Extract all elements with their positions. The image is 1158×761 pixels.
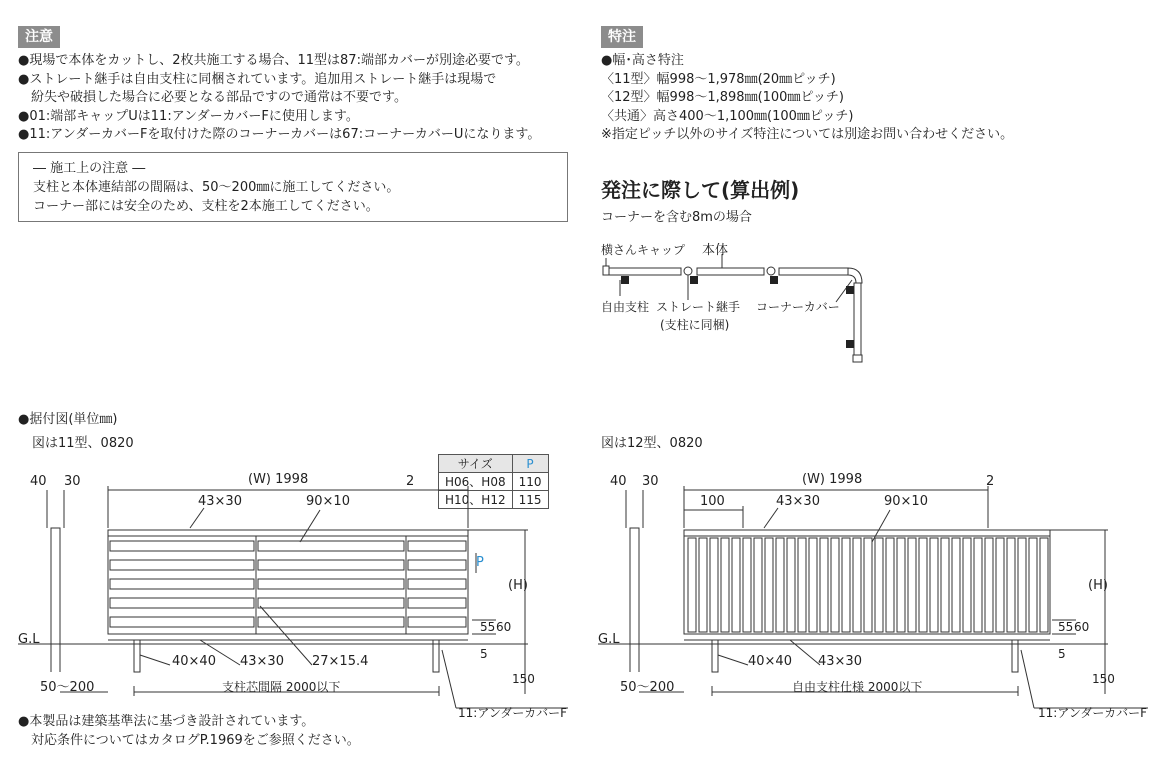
label-body: 本体 bbox=[702, 243, 729, 258]
special-line: ●幅･高さ特注 bbox=[601, 53, 684, 68]
dim-gap: 50～200 bbox=[40, 680, 95, 695]
p-table-cell: H10、H12 bbox=[439, 491, 513, 509]
vertical-slat bbox=[699, 538, 707, 632]
footer-line: ●本製品は建築基準法に基づき設計されています。 bbox=[18, 714, 315, 729]
vertical-slat bbox=[798, 538, 806, 632]
dim-5-right: 5 bbox=[1058, 647, 1066, 661]
dim-under-left: 11:アンダーカバーF bbox=[458, 706, 568, 720]
footer-notes bbox=[18, 713, 360, 750]
dim-30: 30 bbox=[64, 474, 81, 489]
dim-gap-right: 50～200 bbox=[620, 680, 675, 695]
vertical-slat bbox=[864, 538, 872, 632]
note-line: ●ストレート継手は自由支柱に同梱されています。追加用ストレート継手は現場で bbox=[18, 71, 497, 87]
vertical-slat bbox=[765, 538, 773, 632]
dim-60-right: 60 bbox=[1074, 620, 1090, 634]
vertical-slat bbox=[1018, 538, 1026, 632]
vertical-slat bbox=[985, 538, 993, 632]
vertical-slat bbox=[820, 538, 828, 632]
dim-40-right: 40 bbox=[610, 474, 627, 489]
dim-rail-bottom: 43×30 bbox=[240, 654, 284, 669]
vertical-slat bbox=[919, 538, 927, 632]
dim-sub: 27×15.4 bbox=[312, 654, 369, 669]
order-title: 発注に際して(算出例) bbox=[601, 178, 800, 202]
dim-slat: 90×10 bbox=[306, 494, 350, 509]
dim-2-right: 2 bbox=[986, 474, 995, 489]
label-joint-note: (支柱に同梱) bbox=[660, 318, 730, 332]
vertical-slat bbox=[996, 538, 1004, 632]
left-caption: 図は11型、0820 bbox=[32, 436, 134, 451]
right-caption: 図は12型、0820 bbox=[601, 436, 703, 451]
dim-150-right: 150 bbox=[1092, 672, 1115, 686]
dim-span-left: 支柱芯間隔 2000以下 bbox=[222, 680, 341, 694]
caution-badge: 注意 bbox=[18, 26, 60, 48]
dim-width-right: (W) 1998 bbox=[802, 472, 863, 487]
vertical-slat bbox=[963, 538, 971, 632]
order-subtitle: コーナーを含む8mの場合 bbox=[601, 210, 752, 225]
vertical-slat bbox=[831, 538, 839, 632]
dim-slat-right: 90×10 bbox=[884, 494, 928, 509]
dim-55-right: 55 bbox=[1058, 620, 1074, 634]
note-line: ●現場で本体をカットし、2枚共施工する場合、11型は87:端部カバーが別途必要です。 bbox=[18, 53, 529, 68]
dim-h-right: (H) bbox=[1088, 578, 1108, 593]
vertical-slat bbox=[732, 538, 740, 632]
vertical-slat bbox=[842, 538, 850, 632]
special-line: 〈11型〉幅998～1,978㎜(20㎜ピッチ) bbox=[601, 71, 836, 87]
special-line: ※指定ピッチ以外のサイズ特注については別途お問い合わせください。 bbox=[601, 127, 1014, 142]
dim-30-right: 30 bbox=[642, 474, 659, 489]
vertical-slat bbox=[787, 538, 795, 632]
p-table-cell: 110 bbox=[512, 473, 548, 491]
dim-span-right: 自由支柱仕様 2000以下 bbox=[792, 680, 923, 694]
vertical-slat bbox=[743, 538, 751, 632]
dim-55: 55 bbox=[480, 620, 496, 634]
dim-rail-right: 43×30 bbox=[776, 494, 820, 509]
vertical-slat bbox=[1029, 538, 1037, 632]
vertical-slat bbox=[941, 538, 949, 632]
dim-100: 100 bbox=[700, 494, 725, 509]
vertical-slat bbox=[875, 538, 883, 632]
dim-2: 2 bbox=[406, 474, 415, 489]
dim-150: 150 bbox=[512, 672, 535, 686]
p-table-cell: H06、H08 bbox=[439, 473, 513, 491]
vertical-slat bbox=[776, 538, 784, 632]
vertical-slat bbox=[688, 538, 696, 632]
vertical-slat bbox=[897, 538, 905, 632]
dim-under-right: 11:アンダーカバーF bbox=[1038, 706, 1148, 720]
dim-5: 5 bbox=[480, 647, 488, 661]
note-line: 紛失や破損した場合に必要となる部品ですので通常は不要です。 bbox=[18, 90, 407, 105]
special-line: 〈共通〉高さ400～1,100㎜(100㎜ピッチ) bbox=[601, 108, 854, 124]
footer-line: 対応条件についてはカタログP.1969をご参照ください。 bbox=[18, 732, 360, 748]
dim-width: (W) 1998 bbox=[248, 472, 309, 487]
vertical-slat bbox=[809, 538, 817, 632]
special-badge: 特注 bbox=[601, 26, 643, 48]
notice-line: 支柱と本体連結部の間隔は、50～200㎜に施工してください。 bbox=[33, 180, 400, 195]
dim-post: 40×40 bbox=[172, 654, 216, 669]
vertical-slat bbox=[952, 538, 960, 632]
vertical-slat bbox=[908, 538, 916, 632]
dim-h: (H) bbox=[508, 578, 528, 593]
label-joint: ストレート継手 bbox=[656, 300, 741, 314]
notice-line: コーナー部には安全のため、支柱を2本施工してください。 bbox=[33, 199, 379, 214]
vertical-slat bbox=[853, 538, 861, 632]
vertical-slat bbox=[1040, 538, 1048, 632]
dim-60: 60 bbox=[496, 620, 512, 634]
dim-40: 40 bbox=[30, 474, 47, 489]
vertical-slat bbox=[721, 538, 729, 632]
vertical-slat bbox=[1007, 538, 1015, 632]
label-post: 自由支柱 bbox=[601, 300, 650, 314]
note-line: ●01:端部キャップUは11:アンダーカバーFに使用します。 bbox=[18, 108, 359, 124]
label-cap: 横さんキャップ bbox=[601, 243, 686, 257]
vertical-slat bbox=[886, 538, 894, 632]
dim-rail-bottom-right: 43×30 bbox=[818, 654, 862, 669]
special-line: 〈12型〉幅998～1,898㎜(100㎜ピッチ) bbox=[601, 90, 845, 105]
p-table-header-p: P bbox=[512, 455, 548, 473]
vertical-slat bbox=[930, 538, 938, 632]
note-line: ●11:アンダーカバーFを取付けた際のコーナーカバーは67:コーナーカバーUになります。 bbox=[18, 127, 541, 142]
dim-gl: G.L bbox=[18, 632, 40, 647]
p-table-cell: 115 bbox=[512, 491, 548, 509]
vertical-slat bbox=[974, 538, 982, 632]
dim-p: P bbox=[476, 555, 484, 570]
dim-rail: 43×30 bbox=[198, 494, 242, 509]
vertical-slat bbox=[710, 538, 718, 632]
dim-gl-right: G.L bbox=[598, 632, 620, 647]
p-table-header-size: サイズ bbox=[439, 455, 513, 473]
vertical-slat bbox=[754, 538, 762, 632]
label-corner: コーナーカバー bbox=[756, 300, 840, 314]
dim-post-right: 40×40 bbox=[748, 654, 792, 669]
notice-title: ― 施工上の注意 ― bbox=[33, 161, 146, 176]
install-heading: ●据付図(単位㎜) bbox=[18, 412, 118, 427]
